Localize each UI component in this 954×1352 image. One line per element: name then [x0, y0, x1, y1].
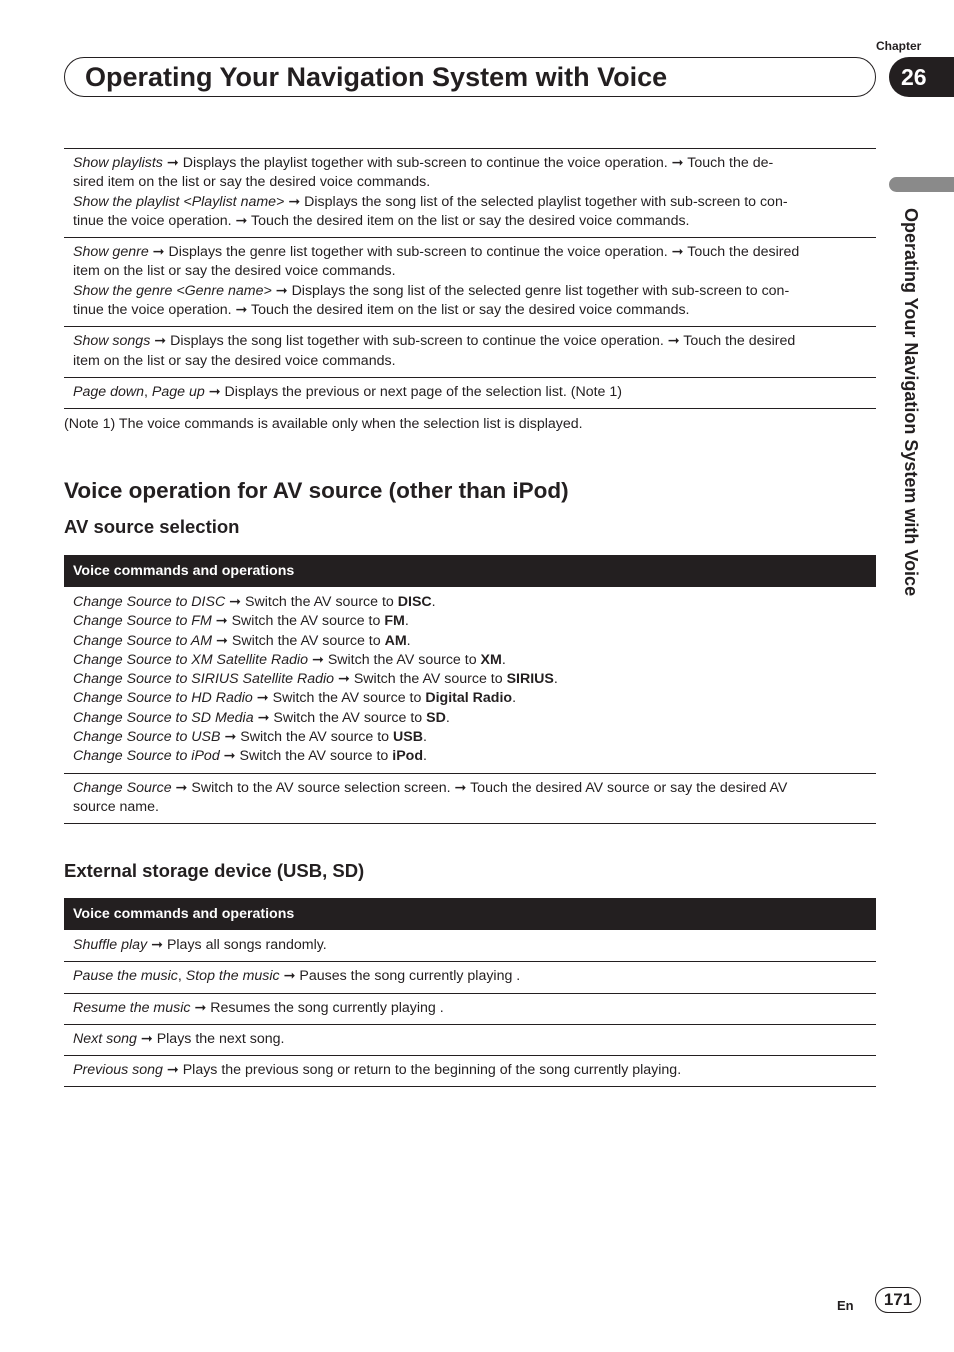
table-line: Show genre ➞ Displays the genre list together with sub-screen to continue the voice operation. ➞ Touch the desired	[73, 244, 800, 261]
playlist-commands-table	[64, 148, 876, 409]
table-row	[64, 930, 876, 962]
table-row	[64, 238, 876, 327]
page-number: 171	[875, 1287, 921, 1313]
table-header: Voice commands and operations	[64, 555, 876, 587]
table-line: Change Source to XM Satellite Radio ➞ Switch the AV source to XM.	[73, 651, 506, 668]
table-line: Show songs ➞ Displays the song list together with sub-screen to continue the voice operation. ➞ Touch the desired	[73, 333, 796, 350]
table-line: Change Source to HD Radio ➞ Switch the AV source to Digital Radio.	[73, 690, 517, 707]
table-line: Change Source to USB ➞ Switch the AV source to USB.	[73, 729, 427, 746]
side-tab-marker	[889, 177, 954, 192]
section-heading: Voice operation for AV source (other than iPod)	[64, 478, 569, 503]
table-line: Change Source to iPod ➞ Switch the AV source to iPod.	[73, 748, 427, 765]
page-title: Operating Your Navigation System with Voice	[85, 62, 668, 92]
table-line: Show playlists ➞ Displays the playlist together with sub-screen to continue the voice operation. ➞ Touch the de-	[73, 155, 774, 171]
table-line: Next song ➞ Plays the next song.	[73, 1030, 285, 1047]
table-line: Change Source to DISC ➞ Switch the AV source to DISC.	[73, 594, 436, 610]
table-row	[64, 962, 876, 993]
subsection-heading-av-source: AV source selection	[64, 516, 240, 537]
arrow-icon: ➞	[166, 1062, 179, 1079]
arrow-icon: ➞	[257, 709, 270, 726]
table-line: source name.	[73, 798, 159, 815]
arrow-icon: ➞	[154, 333, 167, 350]
arrow-icon: ➞	[275, 282, 288, 299]
arrow-icon: ➞	[216, 632, 228, 649]
table-line: Shuffle play ➞ Plays all songs randomly.	[73, 937, 327, 953]
page-title-frame	[64, 57, 876, 97]
table-line: item on the list or say the desired voice commands.	[73, 263, 396, 280]
arrow-icon: ➞	[152, 244, 165, 261]
table-line: Change Source to SIRIUS Satellite Radio ➞ Switch the AV source to SIRIUS.	[73, 671, 558, 688]
subsection-heading-external-storage: External storage device (USB, SD)	[64, 860, 365, 881]
table-header: Voice commands and operations	[64, 898, 876, 930]
table-line: Resume the music ➞ Resumes the song currently playing .	[73, 999, 444, 1016]
table-line: Change Source to SD Media ➞ Switch the AV source to SD.	[73, 709, 450, 726]
table-note: (Note 1) The voice commands is available only when the selection list is displayed.	[64, 416, 583, 432]
arrow-icon: ➞	[194, 999, 207, 1016]
table-line: Change Source ➞ Switch to the AV source selection screen. ➞ Touch the desired AV source or say the desired AV	[73, 779, 788, 796]
av-source-table	[64, 555, 876, 824]
arrow-icon: ➞	[151, 937, 163, 953]
table-row	[64, 148, 876, 238]
arrow-icon: ➞	[288, 193, 301, 210]
external-storage-table	[64, 898, 876, 1087]
table-row	[64, 774, 876, 825]
side-chapter-title: Operating Your Navigation System with Voice	[901, 208, 921, 597]
table-row	[64, 327, 876, 378]
table-row	[64, 378, 876, 409]
arrow-icon: ➞	[223, 748, 236, 765]
table-line: Show the playlist <Playlist name> ➞ Displays the song list of the selected playlist together with sub-screen to con-	[73, 193, 788, 210]
arrow-icon: ➞	[283, 968, 296, 985]
table-line: Pause the music, Stop the music ➞ Pauses the song currently playing .	[73, 968, 521, 985]
language-label: En	[837, 1298, 854, 1313]
table-line: Show the genre <Genre name> ➞ Displays the song list of the selected genre list together with sub-screen to con-	[73, 282, 790, 299]
arrow-icon: ➞	[229, 594, 242, 610]
table-line: Page down, Page up ➞ Displays the previous or next page of the selection list. (Note 1)	[73, 383, 622, 400]
chapter-label: Chapter	[876, 39, 922, 53]
arrow-icon: ➞	[215, 613, 228, 630]
table-line: item on the list or say the desired voice commands.	[73, 352, 396, 369]
arrow-icon: ➞	[166, 155, 179, 171]
arrow-icon: ➞	[140, 1030, 153, 1047]
arrow-icon: ➞	[256, 690, 269, 707]
arrow-icon: ➞	[175, 779, 188, 796]
chapter-number-badge: 26	[889, 57, 954, 97]
table-row	[64, 1056, 876, 1087]
table-row	[64, 1025, 876, 1056]
arrow-icon: ➞	[338, 671, 350, 688]
table-row	[64, 587, 876, 774]
table-line: sired item on the list or say the desired voice commands.	[73, 174, 431, 191]
table-line: tinue the voice operation. ➞ Touch the desired item on the list or say the desired voice commands.	[73, 302, 690, 319]
table-row	[64, 994, 876, 1025]
table-line: Change Source to AM ➞ Switch the AV source to AM.	[73, 632, 411, 649]
arrow-icon: ➞	[208, 383, 221, 400]
arrow-icon: ➞	[311, 651, 324, 668]
table-line: tinue the voice operation. ➞ Touch the desired item on the list or say the desired voice commands.	[73, 212, 690, 229]
arrow-icon: ➞	[224, 729, 237, 746]
table-line: Change Source to FM ➞ Switch the AV source to FM.	[73, 613, 409, 630]
table-line: Previous song ➞ Plays the previous song or return to the beginning of the song currently playing.	[73, 1062, 682, 1079]
